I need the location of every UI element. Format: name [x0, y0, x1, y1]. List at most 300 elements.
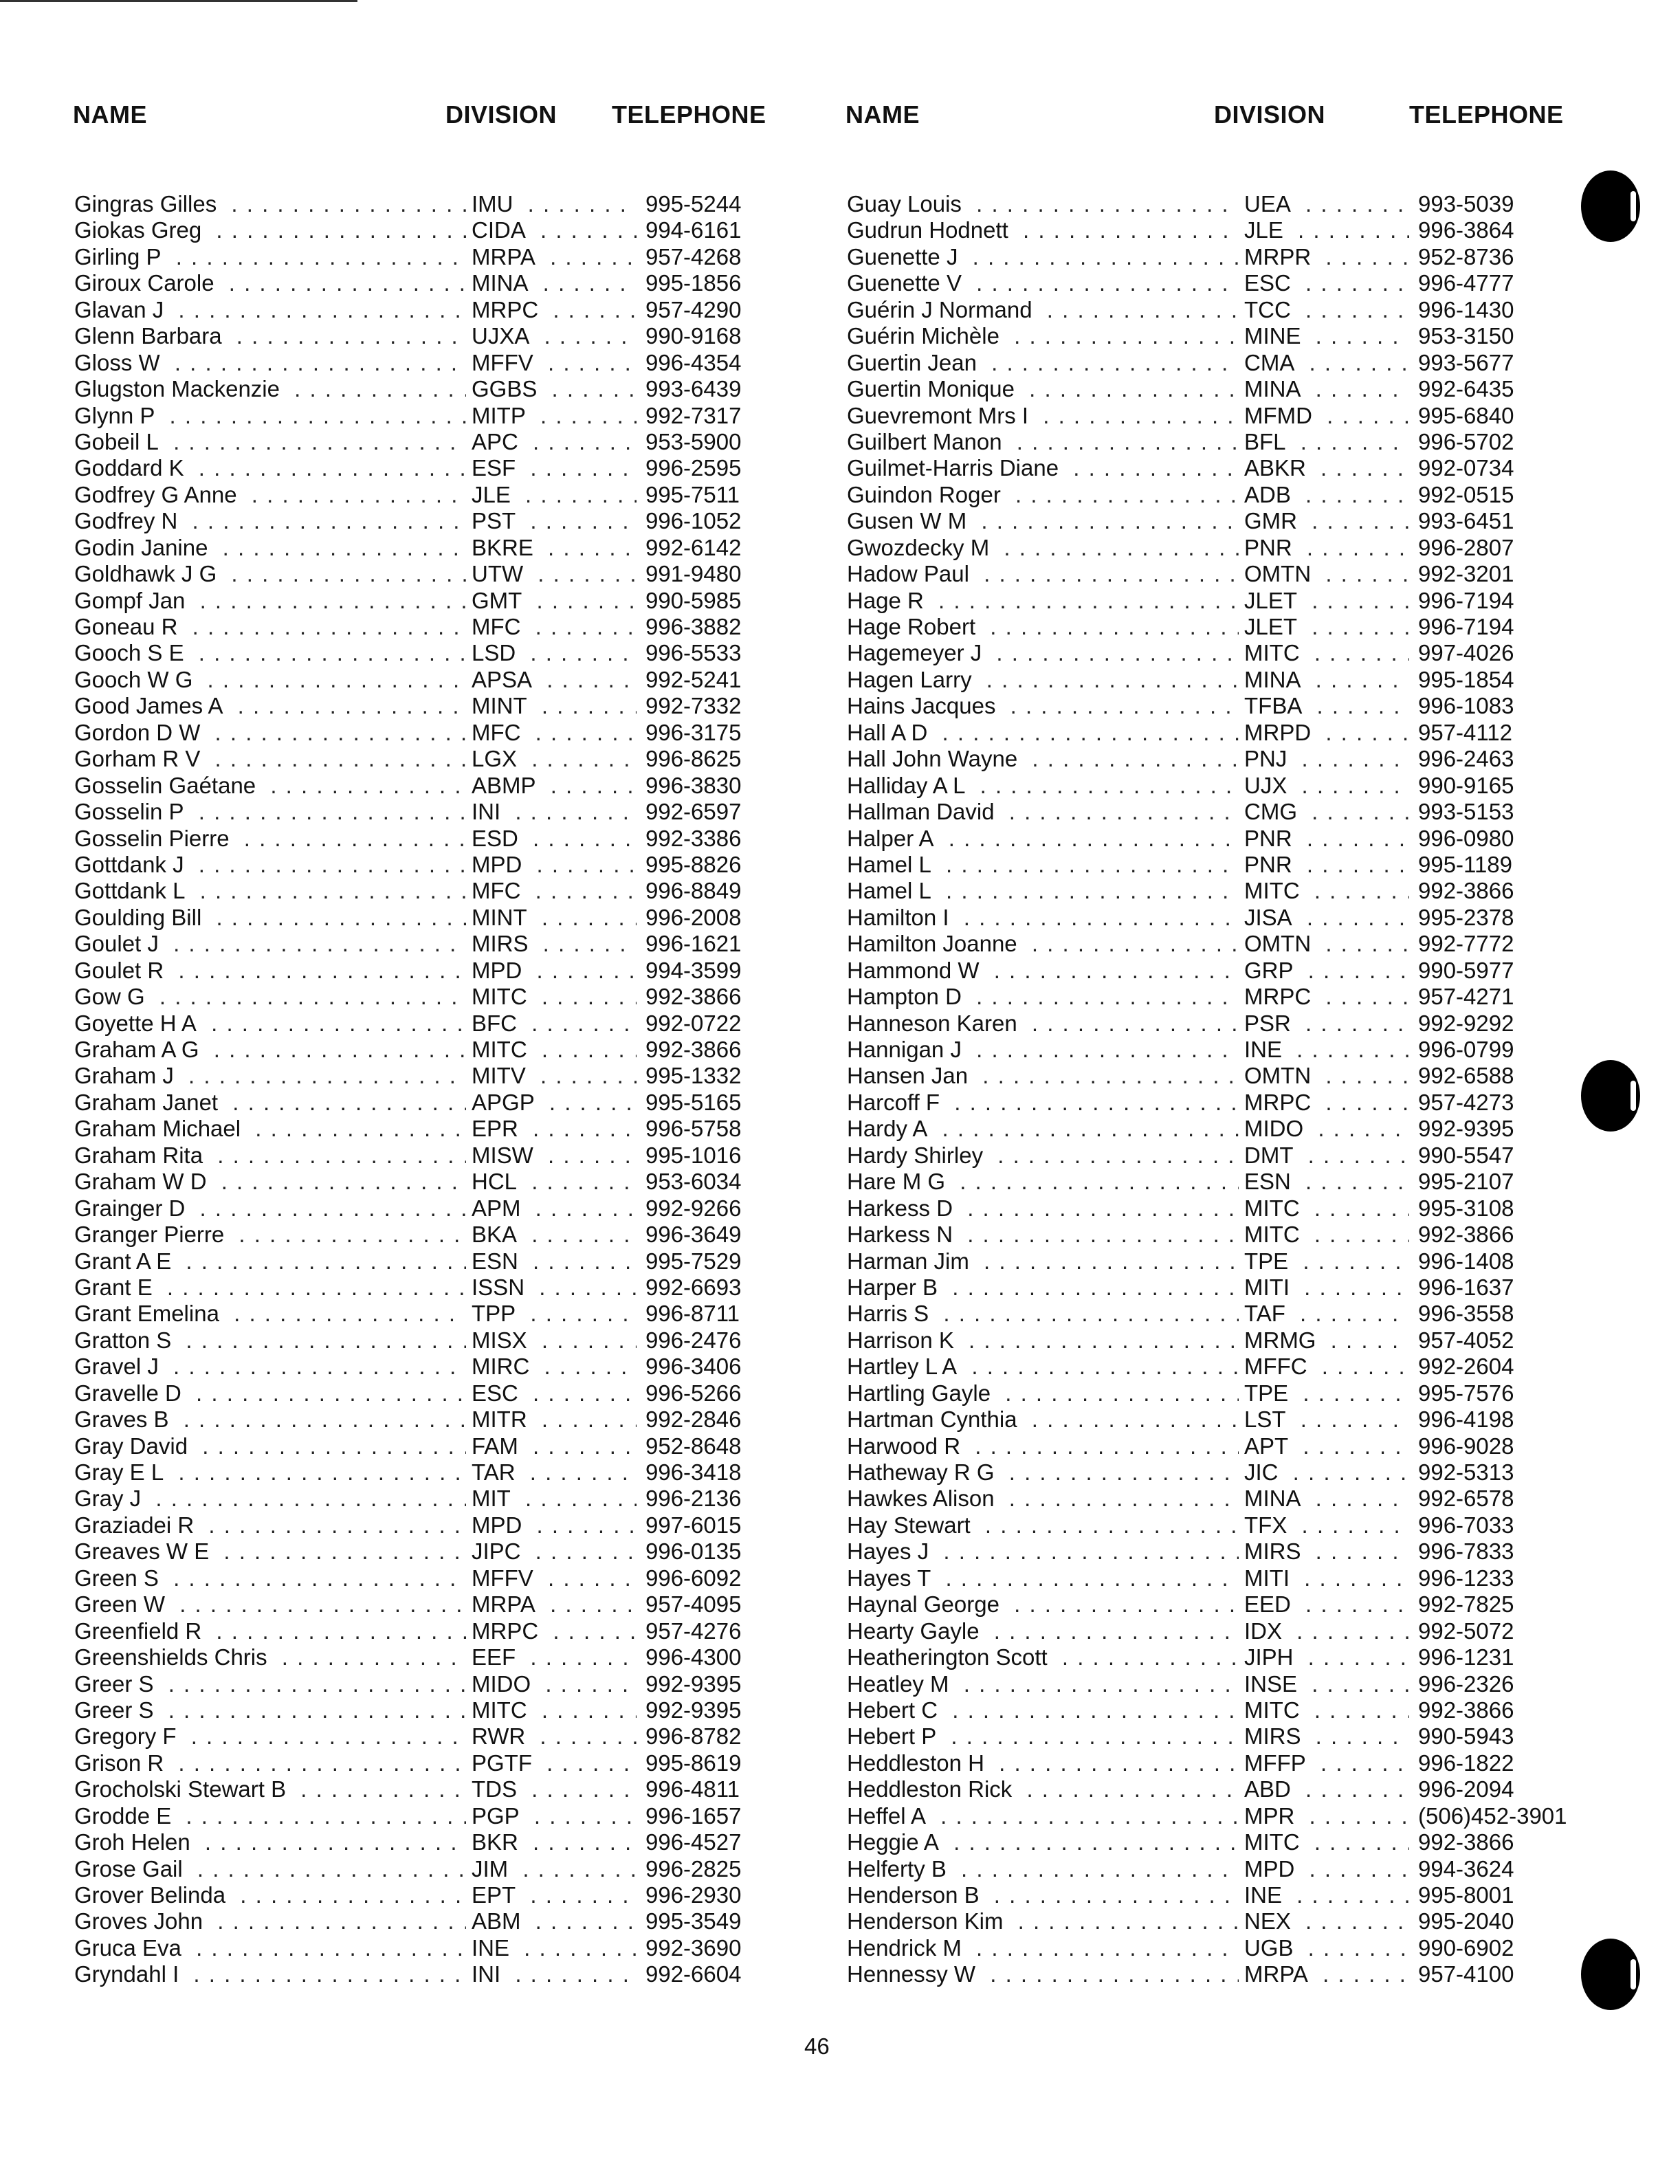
entry-name	[847, 1961, 1239, 1987]
directory-entry	[74, 1697, 775, 1723]
entry-division-text: OMTN	[1244, 1063, 1318, 1088]
entry-name-text: Gudrun Hodnett	[847, 217, 1015, 243]
entry-telephone: 996-5758	[641, 1116, 741, 1142]
entry-telephone: 996-2825	[641, 1856, 741, 1882]
entry-name	[74, 1380, 466, 1407]
directory-entry	[74, 1090, 775, 1116]
entry-division	[1244, 931, 1409, 957]
entry-telephone: 992-5072	[1414, 1618, 1514, 1644]
entry-name-text: Heggie A	[847, 1829, 946, 1855]
entry-name	[847, 350, 1239, 376]
entry-division	[1244, 455, 1409, 481]
directory-entry	[847, 270, 1548, 296]
entry-division-text: MITC	[1244, 1697, 1307, 1723]
entry-division-text: GGBS	[472, 376, 544, 401]
entry-division-text: APC	[472, 429, 525, 454]
entry-division	[1244, 852, 1409, 878]
directory-entry	[847, 455, 1548, 481]
entry-division	[1244, 191, 1409, 217]
entry-division-text: CIDA	[472, 217, 533, 243]
directory-entry	[74, 1116, 775, 1142]
entry-division	[1244, 1169, 1409, 1195]
entry-name-text: Hamel L	[847, 878, 938, 903]
entry-name	[847, 1829, 1239, 1855]
entry-division-text: TFBA	[1244, 693, 1309, 718]
entry-division	[472, 1512, 637, 1538]
entry-name	[847, 1697, 1239, 1723]
entry-name-text: Goddard K	[74, 455, 191, 481]
entry-name-text: Halper A	[847, 826, 941, 851]
entry-division-text: ABD	[1244, 1776, 1298, 1802]
directory-entry	[74, 1222, 775, 1248]
entry-division-text: OMTN	[1244, 931, 1318, 956]
entry-name-text: Grant A E	[74, 1248, 178, 1274]
entry-division-text: RWR	[472, 1723, 532, 1749]
entry-name	[74, 667, 466, 693]
entry-division-text: UEA	[1244, 191, 1298, 217]
entry-division	[472, 217, 637, 243]
entry-name-text: Heddleston Rick	[847, 1776, 1019, 1802]
entry-telephone: 995-8001	[1414, 1882, 1514, 1908]
entry-name	[74, 1644, 466, 1670]
entry-name-text: Gray E L	[74, 1459, 170, 1485]
entry-name-text: Gray David	[74, 1433, 195, 1459]
entry-name	[74, 1195, 466, 1222]
punch-hole-top	[1581, 170, 1640, 242]
entry-division-text: BFL	[1244, 429, 1293, 454]
entry-telephone: 996-5533	[641, 640, 741, 666]
entry-division	[1244, 1750, 1409, 1776]
entry-division	[472, 1961, 637, 1987]
directory-entry	[847, 1829, 1548, 1855]
entry-name	[847, 1275, 1239, 1301]
entry-name	[847, 455, 1239, 481]
directory-entry	[847, 931, 1548, 957]
directory-entry	[847, 1961, 1548, 1987]
entry-name-text: Glugston Mackenzie	[74, 376, 287, 401]
directory-entry	[847, 667, 1548, 693]
entry-division-text: PST	[472, 508, 522, 533]
entry-name	[847, 931, 1239, 957]
entry-telephone: 996-1083	[1414, 693, 1514, 719]
entry-division	[472, 1697, 637, 1723]
directory-entry	[847, 1459, 1548, 1486]
entry-name	[847, 905, 1239, 931]
directory-entry	[847, 1011, 1548, 1037]
directory-entry	[74, 561, 775, 587]
directory-entry	[847, 1750, 1548, 1776]
entry-division-text: JLE	[1244, 217, 1290, 243]
entry-telephone: 996-2476	[641, 1327, 741, 1354]
directory-entry	[847, 217, 1548, 243]
entry-name	[847, 720, 1239, 746]
entry-division-text: MIDO	[1244, 1116, 1310, 1141]
entry-name	[74, 693, 466, 719]
entry-name	[847, 1591, 1239, 1618]
entry-division	[472, 1644, 637, 1670]
entry-division-text: MIRS	[1244, 1538, 1308, 1564]
directory-entry	[74, 614, 775, 640]
entry-division	[1244, 1538, 1409, 1565]
entry-division-text: MITC	[1244, 640, 1307, 665]
directory-entry	[74, 1935, 775, 1961]
entry-telephone: 996-2136	[641, 1486, 741, 1512]
directory-entry	[847, 1697, 1548, 1723]
entry-division	[1244, 1618, 1409, 1644]
entry-telephone: 990-5943	[1414, 1723, 1514, 1750]
entry-name	[74, 535, 466, 561]
entry-name-text: Gorham R V	[74, 746, 207, 771]
entry-telephone: 993-5039	[1414, 191, 1514, 217]
entry-name	[847, 270, 1239, 296]
entry-division	[472, 191, 637, 217]
entry-division-text: PSR	[1244, 1011, 1298, 1036]
entry-division-text: INE	[1244, 1882, 1289, 1908]
entry-division	[1244, 1565, 1409, 1591]
entry-name-text: Hansen Jan	[847, 1063, 975, 1088]
directory-entry	[74, 1275, 775, 1301]
entry-telephone: 992-6142	[641, 535, 741, 561]
entry-name	[74, 1354, 466, 1380]
directory-entry	[74, 376, 775, 402]
directory-entry	[74, 1407, 775, 1433]
entry-division-text: MITC	[472, 1037, 534, 1062]
entry-telephone: 952-8736	[1414, 244, 1514, 270]
entry-name	[74, 1037, 466, 1063]
directory-entry	[74, 1011, 775, 1037]
entry-telephone: 992-5241	[641, 667, 741, 693]
directory-entry	[847, 1908, 1548, 1934]
entry-name	[847, 1301, 1239, 1327]
entry-telephone: 953-3150	[1414, 323, 1514, 349]
entry-name	[847, 403, 1239, 429]
entry-name-text: Graham J	[74, 1063, 181, 1088]
entry-name-text: Helferty B	[847, 1856, 953, 1882]
entry-name	[74, 455, 466, 481]
directory-entry	[847, 350, 1548, 376]
directory-entry	[74, 297, 775, 323]
entry-name	[74, 1222, 466, 1248]
entry-division-text: BKA	[472, 1222, 524, 1247]
entry-telephone: 990-6902	[1414, 1935, 1514, 1961]
entry-name-text: Green S	[74, 1565, 166, 1591]
entry-telephone: (506)452-3901	[1414, 1803, 1567, 1829]
entry-name	[847, 1327, 1239, 1354]
entry-division	[472, 799, 637, 825]
entry-division-text: MISW	[472, 1143, 540, 1168]
entry-division-text: INI	[472, 799, 507, 824]
entry-telephone: 992-7317	[641, 403, 741, 429]
entry-division-text: GMR	[1244, 508, 1304, 533]
entry-name-text: Glenn Barbara	[74, 323, 229, 349]
entry-telephone: 992-3201	[1414, 561, 1514, 587]
entry-division	[1244, 217, 1409, 243]
entry-telephone: 993-6451	[1414, 508, 1514, 534]
entry-name-text: Graham Janet	[74, 1090, 225, 1115]
directory-entry	[74, 1750, 775, 1776]
entry-division-text: LST	[1244, 1407, 1293, 1432]
entry-division	[472, 1301, 637, 1327]
entry-division-text: ABMP	[472, 773, 543, 798]
entry-division-text: ABKR	[1244, 455, 1313, 481]
directory-entry	[847, 1116, 1548, 1142]
entry-name-text: Greenshields Chris	[74, 1644, 274, 1670]
entry-name	[74, 561, 466, 587]
entry-division-text: ESC	[1244, 270, 1298, 296]
entry-division	[1244, 403, 1409, 429]
entry-division-text: TPE	[1244, 1248, 1295, 1274]
entry-division	[472, 746, 637, 772]
entry-name-text: Gooch S E	[74, 640, 191, 665]
entry-division	[1244, 1275, 1409, 1301]
directory-entry	[847, 191, 1548, 217]
entry-division-text: CMG	[1244, 799, 1304, 824]
entry-name	[74, 508, 466, 534]
left-header-telephone: TELEPHONE	[612, 100, 766, 129]
entry-name-text: Haynal George	[847, 1591, 1006, 1617]
entry-telephone: 995-8826	[641, 852, 741, 878]
entry-name-text: Graziadei R	[74, 1512, 201, 1538]
entry-name-text: Hamilton I	[847, 905, 956, 930]
directory-entry	[74, 1565, 775, 1591]
entry-division	[472, 852, 637, 878]
entry-division	[1244, 561, 1409, 587]
entry-telephone: 953-5900	[641, 429, 741, 455]
entry-division-text: MFC	[472, 720, 527, 745]
entry-division-text: MFFV	[472, 1565, 540, 1591]
entry-telephone: 957-4271	[1414, 984, 1514, 1010]
entry-division-text: MFC	[472, 614, 527, 639]
entry-name	[847, 1856, 1239, 1882]
directory-entry	[847, 640, 1548, 666]
entry-name-text: Goulding Bill	[74, 905, 208, 930]
entry-telephone: 990-9165	[1414, 773, 1514, 799]
entry-division-text: MITC	[472, 1697, 534, 1723]
entry-division	[1244, 984, 1409, 1010]
entry-telephone: 994-3624	[1414, 1856, 1514, 1882]
entry-division-text: MITC	[1244, 1195, 1307, 1221]
entry-division	[1244, 1697, 1409, 1723]
directory-entry	[74, 429, 775, 455]
directory-entry	[74, 1512, 775, 1538]
entry-telephone: 997-4026	[1414, 640, 1514, 666]
entry-telephone: 992-3386	[641, 826, 741, 852]
entry-name	[74, 1486, 466, 1512]
entry-division-text: ESN	[472, 1248, 525, 1274]
entry-name-text: Hage R	[847, 588, 931, 613]
entry-name-text: Hallman David	[847, 799, 1002, 824]
entry-name	[847, 508, 1239, 534]
entry-telephone: 995-2378	[1414, 905, 1514, 931]
entry-telephone: 992-0515	[1414, 482, 1514, 508]
entry-name-text: Harper B	[847, 1275, 944, 1300]
directory-entry	[74, 852, 775, 878]
entry-division	[472, 1908, 637, 1934]
entry-telephone: 996-6092	[641, 1565, 741, 1591]
entry-division-text: MINT	[472, 693, 534, 718]
entry-telephone: 995-2040	[1414, 1908, 1514, 1934]
directory-entry	[74, 667, 775, 693]
entry-division	[472, 614, 637, 640]
entry-telephone: 995-2107	[1414, 1169, 1514, 1195]
entry-name	[74, 1618, 466, 1644]
entry-division-text: ABM	[472, 1908, 528, 1934]
entry-division	[472, 1195, 637, 1222]
entry-telephone: 993-5677	[1414, 350, 1514, 376]
entry-division-text: LSD	[472, 640, 522, 665]
entry-name	[74, 1908, 466, 1934]
entry-telephone: 996-1233	[1414, 1565, 1514, 1591]
entry-name	[847, 1908, 1239, 1934]
entry-division-text: GMT	[472, 588, 529, 613]
directory-entry	[74, 693, 775, 719]
entry-telephone: 996-5702	[1414, 429, 1514, 455]
entry-name-text: Gooch W G	[74, 667, 199, 692]
entry-name-text: Hamilton Joanne	[847, 931, 1024, 956]
entry-name	[74, 482, 466, 508]
entry-name	[74, 1063, 466, 1089]
entry-name	[74, 191, 466, 217]
entry-telephone: 992-0722	[641, 1011, 741, 1037]
directory-entry	[847, 1407, 1548, 1433]
entry-telephone: 996-2930	[641, 1882, 741, 1908]
entry-division	[1244, 958, 1409, 984]
entry-telephone: 995-1856	[641, 270, 741, 296]
entry-name	[847, 1671, 1239, 1697]
entry-telephone: 996-8711	[641, 1301, 740, 1327]
entry-name	[847, 376, 1239, 402]
entry-telephone: 996-1657	[641, 1803, 741, 1829]
entry-division	[472, 1169, 637, 1195]
entry-division	[472, 1222, 637, 1248]
entry-name-text: Guertin Monique	[847, 376, 1021, 401]
directory-entry	[847, 984, 1548, 1010]
entry-division	[472, 323, 637, 349]
entry-division	[472, 244, 637, 270]
entry-name	[74, 1750, 466, 1776]
entry-name-text: Hardy A	[847, 1116, 934, 1141]
entry-division	[1244, 640, 1409, 666]
entry-name	[847, 561, 1239, 587]
entry-division	[1244, 270, 1409, 296]
directory-entry	[74, 1644, 775, 1670]
entry-name-text: Harris S	[847, 1301, 936, 1326]
directory-entry	[74, 1856, 775, 1882]
entry-division-text: BFC	[472, 1011, 524, 1036]
entry-name-text: Graham A G	[74, 1037, 206, 1062]
entry-division	[472, 1803, 637, 1829]
entry-name-text: Good James A	[74, 693, 230, 718]
entry-division-text: BKR	[472, 1829, 525, 1855]
entry-division	[472, 1591, 637, 1618]
entry-division	[472, 1063, 637, 1089]
entry-name	[74, 1301, 466, 1327]
entry-name	[74, 1512, 466, 1538]
entry-telephone: 995-5244	[641, 191, 741, 217]
entry-telephone: 996-7833	[1414, 1538, 1514, 1565]
entry-division	[1244, 376, 1409, 402]
entry-telephone: 996-5266	[641, 1380, 741, 1407]
entry-telephone: 992-7772	[1414, 931, 1514, 957]
entry-division	[472, 984, 637, 1010]
entry-name	[847, 746, 1239, 772]
entry-telephone: 992-6578	[1414, 1486, 1514, 1512]
entry-division	[472, 1011, 637, 1037]
entry-name	[847, 667, 1239, 693]
entry-name	[74, 958, 466, 984]
entry-name-text: Green W	[74, 1591, 172, 1617]
entry-division-text: MFMD	[1244, 403, 1319, 428]
entry-telephone: 996-4354	[641, 350, 741, 376]
entry-name	[847, 1459, 1239, 1486]
entry-division-text: JIM	[472, 1856, 515, 1882]
entry-telephone: 996-7194	[1414, 614, 1514, 640]
entry-name	[74, 376, 466, 402]
entry-division-text: CMA	[1244, 350, 1301, 375]
entry-name	[74, 1591, 466, 1618]
entry-division	[1244, 1935, 1409, 1961]
entry-division	[1244, 1776, 1409, 1802]
entry-division-text: MINA	[1244, 376, 1308, 401]
entry-name-text: Heatherington Scott	[847, 1644, 1054, 1670]
entry-name	[847, 244, 1239, 270]
entry-name	[847, 217, 1239, 243]
directory-entry	[74, 535, 775, 561]
entry-division	[1244, 1961, 1409, 1987]
entry-division-text: MPD	[472, 958, 529, 983]
entry-name	[74, 878, 466, 904]
entry-telephone: 996-4811	[641, 1776, 740, 1802]
entry-name	[847, 1063, 1239, 1089]
directory-entry	[847, 1143, 1548, 1169]
entry-name-text: Hanneson Karen	[847, 1011, 1024, 1036]
entry-division	[472, 1829, 637, 1855]
entry-name	[74, 1776, 466, 1802]
entry-name	[847, 878, 1239, 904]
entry-name	[74, 773, 466, 799]
entry-division	[472, 1407, 637, 1433]
directory-entry	[847, 878, 1548, 904]
directory-entry	[847, 826, 1548, 852]
directory-entry	[847, 905, 1548, 931]
entry-name	[847, 640, 1239, 666]
entry-name	[847, 693, 1239, 719]
entry-telephone: 996-3649	[641, 1222, 741, 1248]
entry-division	[1244, 1037, 1409, 1063]
entry-name-text: Hay Stewart	[847, 1512, 977, 1538]
directory-entry	[74, 1486, 775, 1512]
entry-division	[472, 1486, 637, 1512]
entry-name-text: Guérin Michèle	[847, 323, 1006, 349]
directory-entry	[74, 905, 775, 931]
entry-name-text: Gravelle D	[74, 1380, 188, 1406]
directory-entry	[847, 1301, 1548, 1327]
entry-name-text: Guindon Roger	[847, 482, 1008, 507]
entry-name	[74, 1565, 466, 1591]
entry-name	[74, 614, 466, 640]
entry-telephone: 996-4300	[641, 1644, 741, 1670]
entry-name	[74, 1090, 466, 1116]
entry-telephone: 992-6588	[1414, 1063, 1514, 1089]
entry-name-text: Gosselin Gaétane	[74, 773, 263, 798]
directory-entry	[74, 1961, 775, 1987]
entry-telephone: 996-4198	[1414, 1407, 1514, 1433]
directory-entry	[847, 508, 1548, 534]
entry-telephone: 957-4100	[1414, 1961, 1514, 1987]
entry-name	[847, 799, 1239, 825]
entry-division	[472, 429, 637, 455]
directory-entry	[74, 1803, 775, 1829]
